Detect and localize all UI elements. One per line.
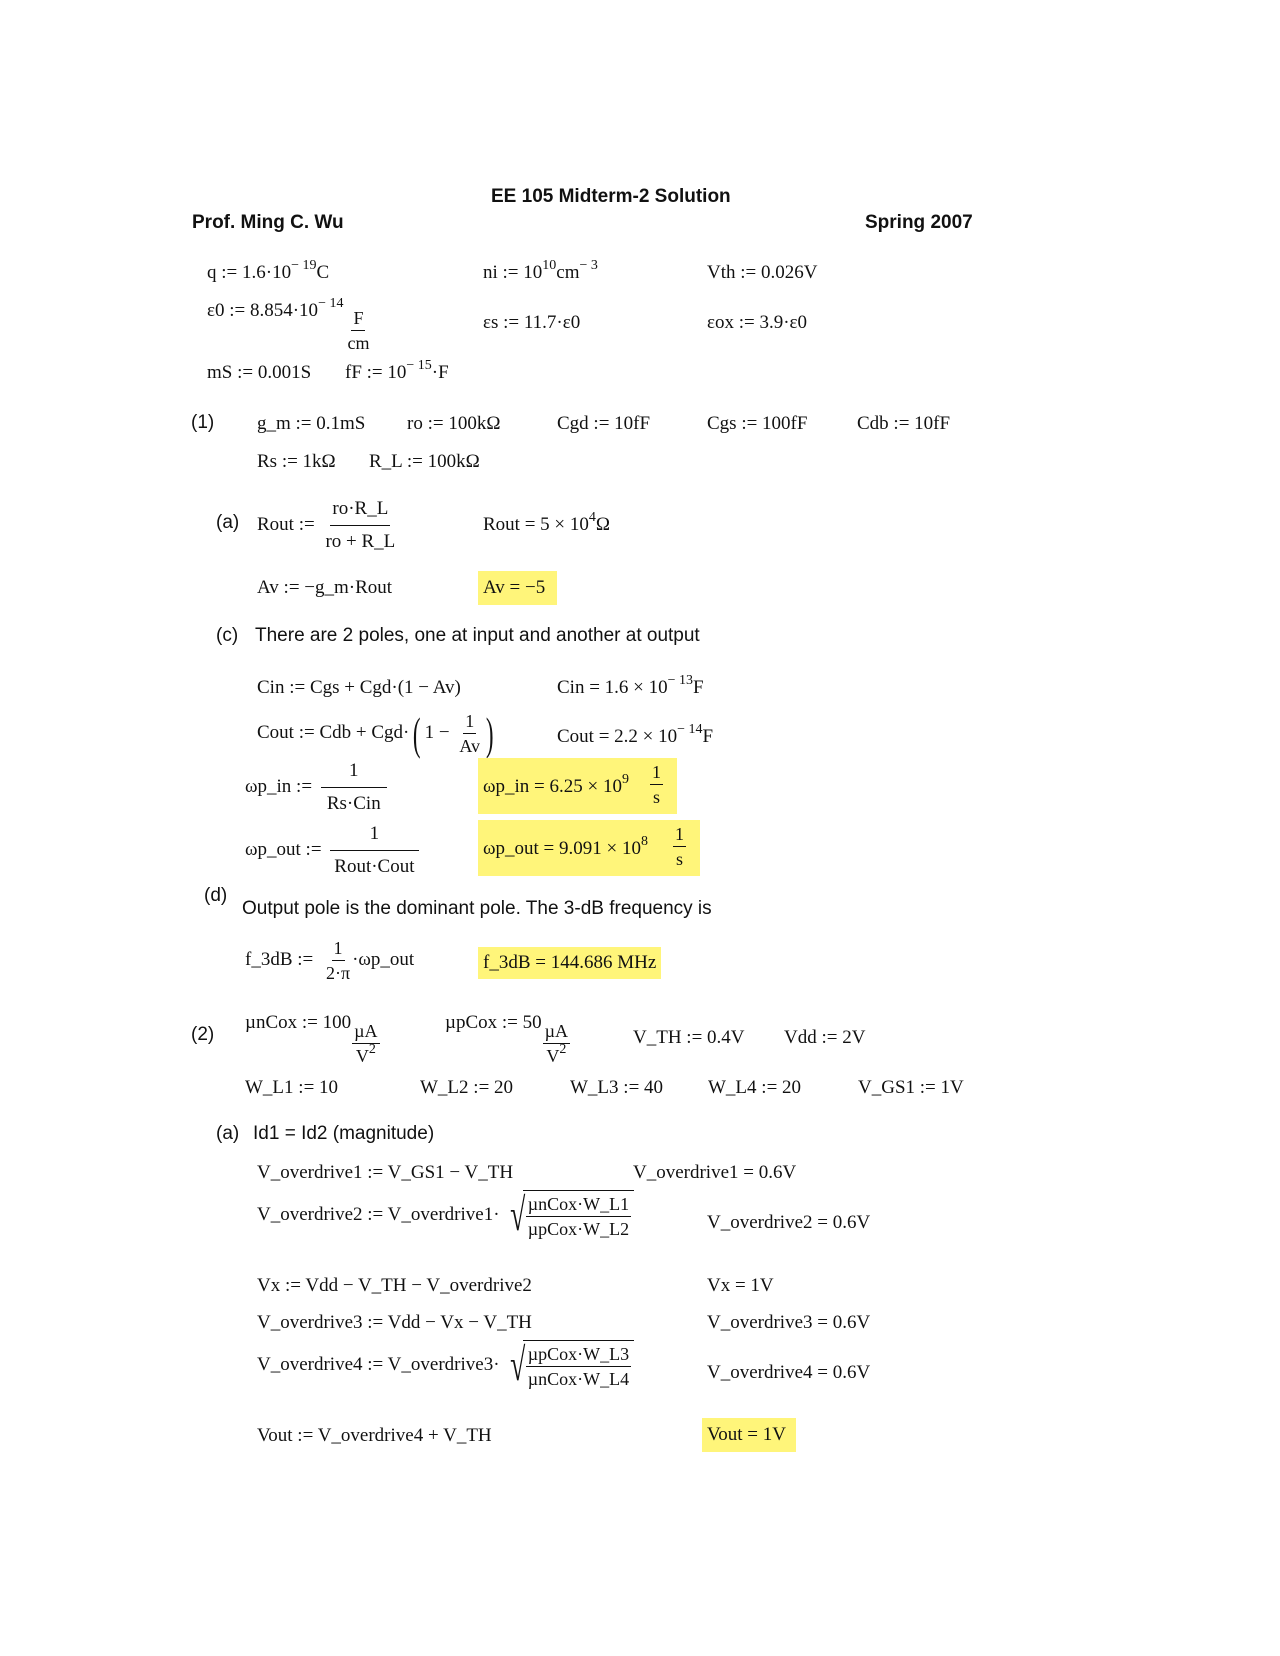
p2-vout-def: Vout := V_overdrive4 + V_TH — [257, 1425, 492, 1446]
p2-upcox: µpCox := 50 $\frac{\text{µA}}{V^2}$ — [445, 1012, 568, 1066]
term: Spring 2007 — [865, 212, 973, 233]
p1-wpin-def: ωp_in := $\frac{1}{\text{Rs·Cin}}$ — [245, 760, 385, 815]
p1-av-result: Av = −5 — [478, 571, 557, 605]
p1-cin-result: Cin = $1.6 \times 10^{- 13}F$ — [557, 673, 704, 698]
p1-d-label: (d) — [204, 885, 228, 906]
p2-vth: V_TH := 0.4V — [633, 1027, 745, 1048]
author: Prof. Ming C. Wu — [192, 212, 344, 233]
p2-vout-result: Vout = 1V — [702, 1418, 796, 1452]
p2-vod1-def: V_overdrive1 := V_GS1 − V_TH — [257, 1162, 514, 1183]
p1-c-label: (c) — [216, 625, 239, 646]
p2-wl2: W_L2 := 20 — [420, 1077, 514, 1098]
const-ni: ni := $10^{10}cm^{- 3}$ — [483, 258, 598, 283]
p2-wl1: W_L1 := 10 — [245, 1077, 339, 1098]
p2-vod2-def: V_overdrive2 := V_overdrive1· √ $\frac{\text{µnCox·W\_L1}}{\text{µpCox·W\_L2}}$ — [257, 1190, 634, 1240]
p2-vx-result: Vx = 1V — [707, 1275, 774, 1296]
p1-wpout-result: ωp_out = $9.091 \times 10^8$ $\frac{1}{s}$ — [478, 820, 700, 876]
p2-wl4: W_L4 := 20 — [708, 1077, 802, 1098]
p2-vx-def: Vx := Vdd − V_TH − V_overdrive2 — [257, 1275, 532, 1296]
p2-vdd: Vdd := 2V — [784, 1027, 866, 1048]
const-vth: Vth := 0.026V — [707, 262, 818, 283]
p1-cout-def: Cout := Cdb + Cgd·( 1 − $\frac{1}{Av}$ ) — [257, 707, 494, 759]
p2-vod1-result: V_overdrive1 = 0.6V — [633, 1162, 797, 1183]
p2-uncox: µnCox := 100 $\frac{\text{µA}}{V^2}$ — [245, 1012, 378, 1066]
p2-vod3-result: V_overdrive3 = 0.6V — [707, 1312, 871, 1333]
p1-cout-result: Cout = $2.2 \times 10^{- 14}F$ — [557, 722, 714, 747]
p1-av-def: Av := −g_m·Rout — [257, 577, 393, 598]
p1-wpout-def: ωp_out := $\frac{1}{\text{Rout·Cout}}$ — [245, 823, 417, 878]
p2-wl3: W_L3 := 40 — [570, 1077, 664, 1098]
p2-vod3-def: V_overdrive3 := Vdd − Vx − V_TH — [257, 1312, 532, 1333]
const-ff: fF := $10^{- 15}\cdot F$ — [345, 358, 449, 383]
p1-cgs: Cgs := 100fF — [707, 413, 808, 434]
p1-rs: Rs := 1kΩ — [257, 451, 336, 472]
problem-2-label: (2) — [191, 1024, 215, 1045]
p1-cgd: Cgd := 10fF — [557, 413, 651, 434]
p1-ro: ro := 100kΩ — [407, 413, 501, 434]
page-title: EE 105 Midterm-2 Solution — [491, 186, 731, 207]
p2-a-label: (a) — [216, 1123, 240, 1144]
p1-d-text: Output pole is the dominant pole. The 3-dB frequency is — [242, 898, 712, 919]
const-q: q := $1.6\cdot 10^{- 19}C$ — [207, 258, 330, 283]
p2-vod2-result: V_overdrive2 = 0.6V — [707, 1212, 871, 1233]
const-ms: mS := 0.001S — [207, 362, 312, 383]
problem-1-label: (1) — [191, 412, 215, 433]
p1-rout-def: Rout := $\frac{ro\cdot R\_L}{ro + R\_L}$ — [257, 498, 396, 552]
p1-rl: R_L := 100kΩ — [369, 451, 480, 472]
const-es: εs := 11.7·ε0 — [483, 312, 581, 333]
p1-f3db-def: f_3dB := $\frac{1}{2\cdot\pi}$ ·ωp_out — [245, 938, 415, 983]
p1-wpin-result: ωp_in = $6.25 \times 10^9$ $\frac{1}{s}$ — [478, 758, 677, 814]
p1-gm: g_m := 0.1mS — [257, 413, 366, 434]
p1-rout-result: Rout = $5 \times 10^4\Omega$ — [483, 510, 611, 535]
const-e0: ε0 := $8.854\cdot 10^{- 14}$ $\frac{F}{cm}$ — [207, 296, 370, 353]
p1-c-text: There are 2 poles, one at input and another at output — [255, 625, 700, 646]
p2-vod4-def: V_overdrive4 := V_overdrive3· √ $\frac{\text{µpCox·W\_L3}}{\text{µnCox·W\_L4}}$ — [257, 1340, 634, 1390]
p1-a-label: (a) — [216, 512, 240, 533]
p2-vod4-result: V_overdrive4 = 0.6V — [707, 1362, 871, 1383]
p2-vgs1: V_GS1 := 1V — [858, 1077, 964, 1098]
p2-a-text: Id1 = Id2 (magnitude) — [253, 1123, 435, 1144]
const-eox: εox := 3.9·ε0 — [707, 312, 808, 333]
p1-cdb: Cdb := 10fF — [857, 413, 951, 434]
p1-cin-def: Cin := Cgs + Cgd·(1 − Av) — [257, 677, 461, 698]
p1-f3db-result: f_3dB = 144.686 MHz — [478, 947, 661, 979]
